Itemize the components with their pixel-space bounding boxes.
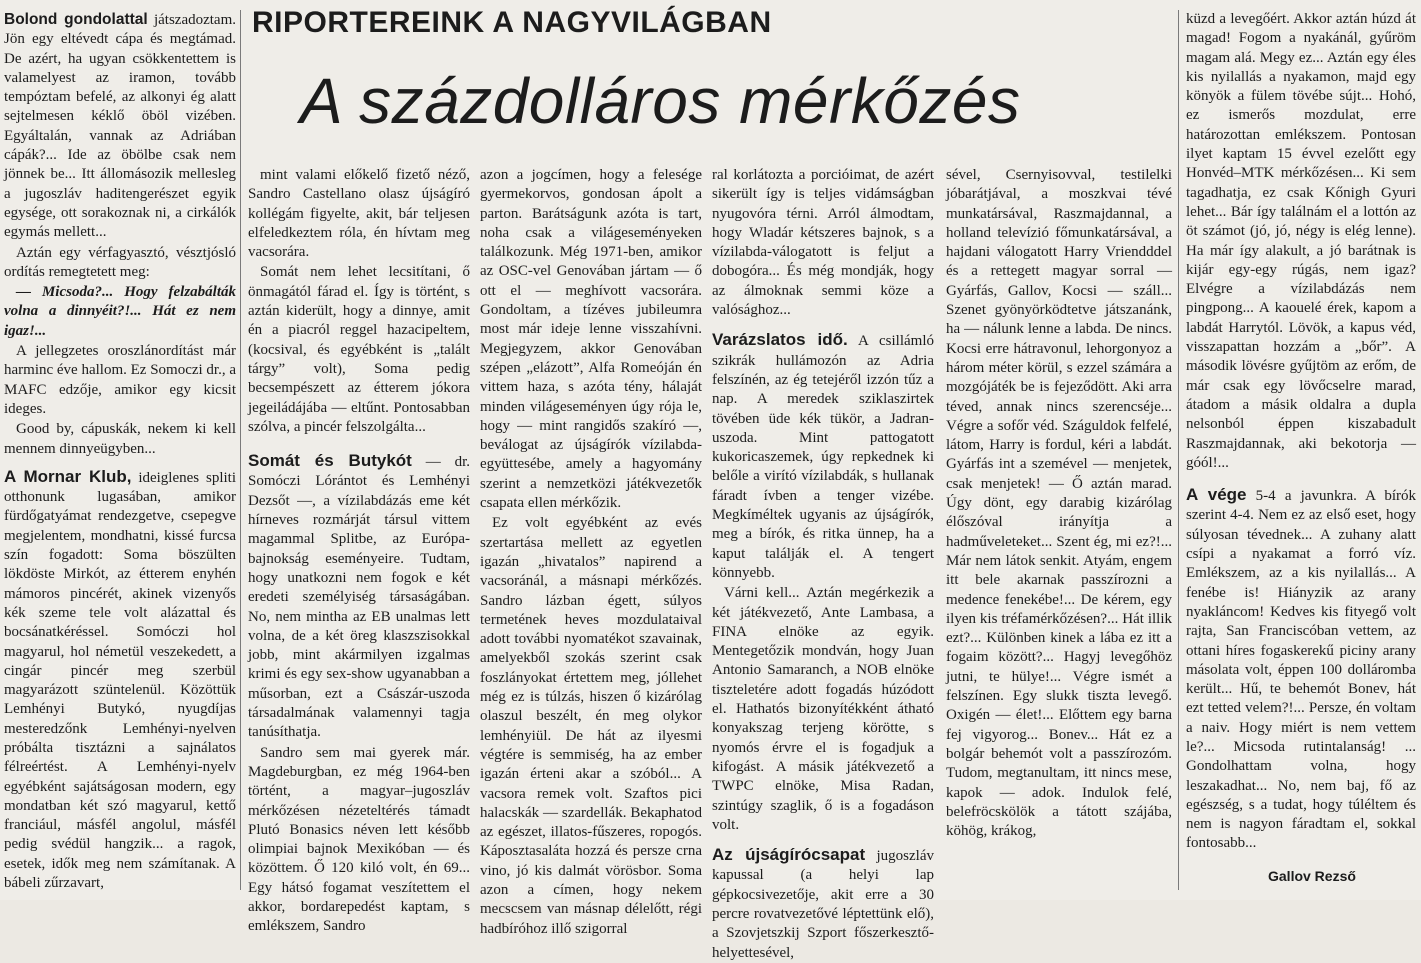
paragraph: A Mornar Klub, ideiglenes spliti otthonunk lugasában, amikor fürdőgatyámat rendezgetve, csepegve megjelentem, mondhatni, kissé furcsa szín fogadott: Soma böszülten lökdöste Mirkót, az étterem enyhén mámoros pincérét, akinek vizenyős kék szeme tele volt alázattal és bocsánatkéréssel. Somóczi hol magyarul, hol németül veszekedett, a cingár pincér meg szerbül magyarázott szüntelenül. Közöttük Lemhényi Butykó, nyugdíjas mesteredzőnk Lemhényi-nyelven próbálta tisztázni a sajnálatos félreértést. A Lemhényi-nyelv egyébként sajátságosan modern, egy mondatban két szó magyarul, kettő franciául, másfél angolul, másfél pedig svédül hangzik... a ragok, esetek, idők meg nem számítanak. A bábeli zűrzavart, [4,466,236,892]
paragraph: Varázslatos idő. A csillámló szikrák hullámozón az Adria felszínén, az ég tetejéről izzón tűz a nap. A meredek sziklaszirtek tövében üde kék tükör, a Jadran-uszoda. Mint pattogatott kukoricaszemek, úgy repkednek ki belőle a virító vízilabdák, s hullanak fáradt ívben a tenger vizébe. Megkíméltek ugyanis az újságírók, meg a bírók, és ritka ünnep, ha a kaput találják el. A tengert könnyebb. [712,330,935,581]
paragraph: Ez volt egyébként az evés szertartása mellett az egyetlen igazán „hivatalos” napirend a vacsoránál, a másnapi mérkőzés. Sandro lázban égett, súlyos termetének heves mozdulataival adott további nyomatékot szavainak, amelyekből szokás szerint csak foszlányokat értettem meg, jóllehet még ez is túlzás, hiszen ő kizárólag olaszul beszélt, én meg olykor lemhényiül. De hát az ilyesmi végtére is semmiség, ha az ember igazán érteni akar a szóból... A vacsora remek volt. Szaftos pici halacskák — szardellák. Bekaphatod az egészet, illatos-fűszeres, ropogós. Káposztasaláta hozzá és persze crna vino, jó kis dalmát vörösbor. Soma azon a címen, hogy nekem mecscsem van másnap délelőtt, régi hadbíróhoz illő szigorral [480,515,702,937]
subhead-varazslatos: Varázslatos idő. [712,330,848,350]
paragraph: Sandro sem mai gyerek már. Magdeburgban, ez még 1964-ben történt, a magyar–jugoszláv mérkőzésen nézeteltérés támadt Plutó Bonasics néven lett később olimpiai bajnok Mexikóban — és közöttem. Ő 120 kiló volt, én 69... Egy hátsó fogamat veszítettem el akkor, bordarepedést kaptam, s emlékszem, Sandro [248,744,470,935]
paragraph: ral korlátozta a porcióimat, de azért sikerült így is teljes vidámságban nyugovóra térni. Arról álmodtam, hogy Wladár kétszeres bajnok, s a vízilabda-válogatott is feljut a dobogóra... És még mondják, hogy az álmoknak semmi köze a valósághoz... [712,167,934,319]
paragraph: Somát nem lehet lecsitítani, ő önmagától fárad el. Így is történt, s aztán kiderült, hogy a dinnye, amit én a piacról reggel hazacipeltem, (kocsival, és egyébként is „talált tárgy” volt), Soma pedig becsempészett az étterem jókora jegeiládájába — eltűnt. Pontosabban szólva, a pincér felszolgálta... [248,264,470,435]
paragraph: Good by, cápuskák, nekem ki kell mennem dinnyeügyben... [4,421,236,457]
column-rule [240,10,241,890]
paragraph: sével, Csernyisovval, testilelki jóbarátjával, a moszkvai tévé munkatársával, Raszmajdannal, a holland televízió főmunkatársával, a hajdani válogatott Harry Vriendddel és a rettegett magyar sorral — Gyárfás, Gallov, Kocsi — száll... Szenet gyönyörködtetve játszanánk, ha — nálunk lenne a labda. De nincs. Kocsi erre hátravonul, lehorgonyoz a három méter körül, s ezzel számára a mozgójáték be is fejeződött. Aki arra téved, annak nincs szerencséje... Végre a sofőr véd. Száguldok felfelé, látom, Harry is fordul, kéri a labdát. Gyárfás int a szemével — menjetek, csak menjetek! — Ő aztán marad. Úgy dönt, egy darabig kizárólag élőszóval irányítja a hadműveleteket... Szent ég, mi ez?!... Már nem látok senkit. Atyám, engem itt bele akarnak passzírozni a medence fenekébe!... De kérem, egy ilyen kis tréfamérkőzésen?... Hát illik ezt?... Különben kinek a lába ez itt a fogaim között?... Hagyj levegőhöz jutni, te hülye!... Végre ismét a felszínen. Egy slukk tiszta levegő. Oxigén — élet!... Előttem egy barna fej vigyorog... Bonev... Hát ez a bolgár behemót volt a passzírozóm. Tudom, megtanultam, itt nincs mese, kapok — adok. Indulok felé, belefröcskölök a tátott szájába, köhög, krákog, [946,167,1172,840]
paragraph: azon a jogcímen, hogy a felesége gyermekorvos, gondosan ápolt a parton. Barátságunk azóta is tart, noha csak a világeseményeken találkozunk. Még 1971-ben, amikor az OSC-vel Genovában jártam — ő ott el — meghívott vacsorára. Gondoltam, a tízéves jubileumra most már ideje lenne visszahívni. Megjegyzem, akkor Genovában szépen „elázott”, Alfa Romeóján én vittem haza, s azóta tény, hálaját minden világeseményen úgy rója le, hogy — mint rangidős szakíró —, beválogat az újságírók vízilabda-együttesébe, amely a hagyomány szerint a nemzetközi játékvezetők csapata ellen mérkőzik. [480,167,702,512]
subhead-ujsagiro: Az újságírócsapat [712,845,866,865]
paragraph: Somát és Butykót — dr. Somóczi Lórántot és Lemhényi Dezsőt —, a vízilabdázás eme két hírneves rozmárját társul vittem magammal Splitbe, az Európa-bajnokság eseményeire. Tudtam, hogy unatkozni nem fogok e két eredeti személyiség társaságában. No, nem mintha az EB unalmas lett volna, de a két öreg klaszszisokkal jobb, mint akármilyen izgalmas krimi és egy sex-show ugyanabban a műsorban, ezt a Császár-uszoda társadalmának valamennyi tagja tanúsíthatja. [248,451,471,741]
subhead-somat: Somát és Butykót [248,451,412,471]
column-2 [248,166,471,935]
paragraph: küzd a levegőért. Akkor aztán húzd át magad! Fogom a nyakánál, gyűröm magam alá. Megy ez... Aztán egy éles kis nyilallás a nyakamon, majd egy könyök a fülem tövébe sújt... Hohó, ez ismerős mozdulat, erre határozottan emlékszem. Pontosan ilyet kaptam 15 évvel ezelőtt egy Honvéd–MTK mérkőzésen... Ki sem tagadhatja, ez csak Kőnigh Gyuri lehet... Bár így találnám el a lottón az öt számot (jó, jó, négy is elég lenne). Ha már így alakult, a jó barátnak is kijár egy-egy rúgás, nem igaz? Elvégre a vízilabdázás nem pingpong... A kaouelé érek, kapom a labdát Harrytól. Lövök, a kapus véd, visszapattan hozzám a „bőr”. A második lövésre gyűjtöm az erőm, de már csak egy lövőcselre marad, átadom a másik oldalra a dupla nelsonból éppen kiszabadult Raszmajdannak, aki bekotorja — góól!... [1186,11,1416,471]
paragraph: mint valami előkelő fizető néző, Sandro Castellano olasz újságíró kollégám figyelte, akit, bár teljesen elfeledkeztem róla, én hívtam meg vacsorára. [248,167,470,261]
column-4 [712,166,935,961]
column-1 [4,10,236,895]
column-6 [1186,10,1416,865]
paragraph: A vége 5-4 a javunkra. A bírók szerint 4-4. Nem ez az első eset, hogy súlyosan tévednek... A zuhany alatt csípi a nyakamat a forró víz. Emlékszem, az a kis nyilallás... A fenébe is! Hiányzik az arany nyakláncom! Kedves kis fityegő volt rajta, San Franciscóban vettem, az ottani híres fogaskerekű piciny arany másolata volt, éppen 100 dolláromba került... Hű, te behemót Bonev, hát ezt tetted velem?!... Persze, én voltam a naiv. Hogy miért is nem vettem le?... Micsoda rutintalanság! ... Gondolhattam volna, hogy leszakadhat... No, nem baj, fő az egészség, s a tudat, hogy túléltem és nem is nagyon fáradtam el, sokkal fontosabb... [1186,485,1416,852]
kicker: RIPORTEREINK A NAGYVILÁGBAN [252,6,772,39]
column-3 [480,166,702,937]
paragraph: Az újságírócsapat jugoszláv kapussal (a helyi lap gépkocsivezetője, akit erre a 30 percre rovatvezetővé léptettünk elő), a Szovjetszkij Szport főszerkesztő-helyettesével, [712,845,934,961]
subhead-mornar: A Mornar Klub, [4,466,132,486]
paragraph: Várni kell... Aztán megérkezik a két játékvezető, Ante Lambasa, a FINA elnöke az egyik. Mentegetőzik mondván, hogy Juan Antonio Samaranch, a NOB elnöke tiszteletére adott fogadás húzódott el. Hathatós bizonyítékként átható konyakszag terjeng körötte, s nyomós érvre el is fogadjuk a kifogást. A másik játékvezető a TWPC elnöke, Misa Radan, szintúgy szaglik, ő is a fogadáson volt. [712,585,934,833]
paragraph: Aztán egy vérfagyasztó, vésztjósló ordítás remegtetett meg: [4,244,236,280]
byline: Gallov Rezső [1268,868,1356,884]
paragraph: A jellegzetes oroszlánordítást már harminc éve hallom. Ez Somoczi dr., a MAFC edzője, amikor egy kicsit ideges. [4,343,237,417]
subhead-vege: A vége [1186,485,1247,505]
paragraph: Bolond gondolattal játszadoztam. Jön egy eltévedt cápa és megtámad. De azért, ha ugyan csökkentettem is valamelyest az iramon, tovább tempóztam befelé, az alkonyi ég alatt sejtelmesen kéklő öböl vizében. Egyáltalán, vannak az Adriában cápák?... Ide az öbölbe csak nem jönnek be... Itt állomásozik mellesleg a jugoszláv haditengerészet egyik egysége, ott sorakoznak ni, a cirkálók egymás mellett... [4,11,236,241]
lead-in: Bolond gondolattal [4,11,148,28]
headline: A százdolláros mérkőzés [300,65,1021,137]
quote: — Micsoda?... Hogy felzabálták volna a dinnyéit?!... Hát ez nem igaz!... [4,284,236,339]
column-rule [1178,10,1179,890]
column-5 [946,10,1172,895]
